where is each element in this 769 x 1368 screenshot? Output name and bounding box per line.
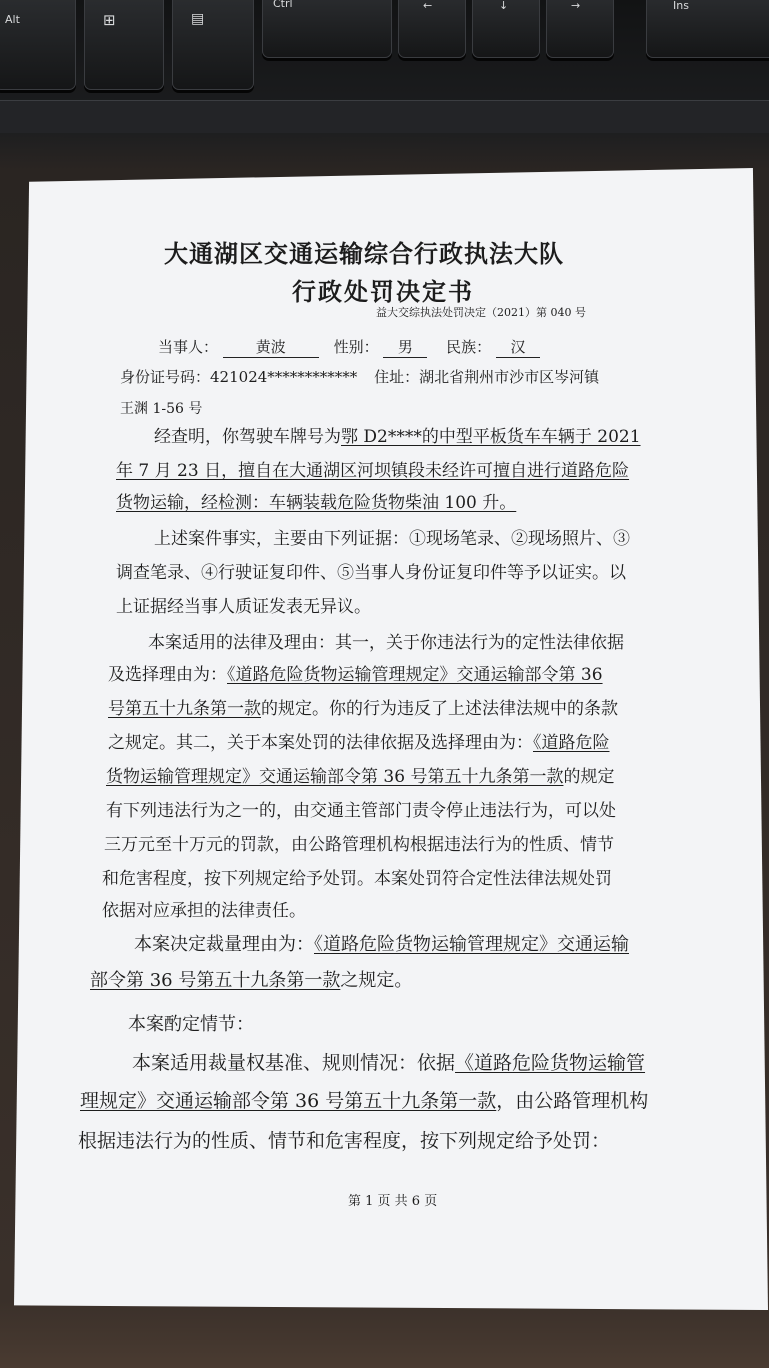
key-label: Alt	[5, 13, 20, 26]
legal-basis-line-4	[108, 728, 610, 753]
discretion-line-1	[134, 930, 629, 956]
legal-basis-line-5	[106, 762, 614, 787]
fact-line-1	[154, 422, 641, 447]
key-label: Ins	[673, 0, 689, 12]
id-address-row	[120, 366, 599, 387]
benchmark-line-3: 根据违法行为的性质、情节和危害程度，按下列规定给予处罚：	[78, 1130, 611, 1152]
key-ctrl	[262, 0, 392, 58]
party-info-row	[158, 336, 540, 358]
key-down-arrow	[472, 0, 540, 58]
gender-label: 性别：	[333, 338, 379, 356]
legal-basis-text: 之规定。其二，关于本案处罚的法律依据及选择理由为：	[108, 733, 533, 753]
legal-basis-line-8: 和危害程度，按下列规定给予处罚。本案处罚符合定性法律法规处罚	[102, 869, 612, 889]
key-left-arrow	[398, 0, 466, 58]
legal-basis-line-7: 三万元至十万元的罚款，由公路管理机构根据违法行为的性质、情节	[104, 835, 614, 855]
fact-line-2: 年 7 月 23 日，擅自在大通湖区河坝镇段未经许可擅自进行道路危险	[116, 461, 630, 481]
evidence-line-3: 上证据经当事人质证发表无异议。	[116, 597, 371, 617]
document-title: 行政处罚决定书	[292, 278, 474, 306]
address-value: 湖北省荆州市沙市区岑河镇	[419, 368, 600, 386]
keyboard-edge	[0, 100, 769, 133]
penalty-decision-document	[14, 168, 768, 1310]
legal-basis-line-1: 本案适用的法律及理由：其一，关于你违法行为的定性法律依据	[148, 633, 624, 653]
id-label: 身份证号码：	[120, 368, 211, 386]
keyboard	[0, 0, 769, 135]
key-menu	[172, 0, 254, 90]
regulation-article: 货物运输管理规定》交通运输部令第 36 号第五十九条第一款	[106, 767, 564, 787]
regulation-citation: 《道路危险货物运输管	[455, 1052, 646, 1074]
arrow-left-icon: ←	[423, 0, 433, 12]
evidence-line-2: 调查笔录、④行驶证复印件、⑤当事人身份证复印件等予以证实。以	[116, 563, 626, 583]
fact-underlined: 鄂 D2****的中型平板货车车辆于 2021	[341, 427, 641, 447]
id-number: 421024************	[210, 368, 358, 386]
document-number: 益大交综执法处罚决定（2021）第 040 号	[376, 306, 586, 319]
discretion-text: 本案决定裁量理由为：	[134, 934, 314, 955]
key-label: Ctrl	[273, 0, 293, 10]
legal-basis-line-2	[108, 660, 603, 685]
legal-basis-text: 的规定。你的行为违反了上述法律法规中的条款	[261, 699, 618, 719]
discretion-line-2	[90, 966, 412, 992]
fact-line-3: 货物运输，经检测：车辆装载危险货物柴油 100 升。	[116, 493, 517, 513]
regulation-citation: 《道路危险货物运输管理规定》交通运输	[314, 934, 629, 955]
address-label: 住址：	[374, 368, 420, 386]
fact-text: 经查明，你驾驶车牌号为	[154, 427, 341, 447]
ethnicity-value: 汉	[496, 336, 540, 358]
address-continued: 王渊 1-56 号	[120, 401, 203, 417]
regulation-article: 理规定》交通运输部令第 36 号第五十九条第一款	[80, 1090, 497, 1112]
legal-basis-line-6: 有下列违法行为之一的，由交通主管部门责令停止违法行为，可以处	[106, 801, 616, 821]
document-title-agency: 大通湖区交通运输综合行政执法大队	[164, 240, 564, 268]
arrow-down-icon: ↓	[499, 0, 509, 12]
party-label: 当事人：	[158, 338, 219, 356]
legal-basis-text: 的规定	[563, 767, 615, 787]
regulation-article: 号第五十九条第一款	[108, 699, 261, 719]
discretion-text: 之规定。	[340, 970, 413, 991]
key-ins	[646, 0, 769, 58]
benchmark-text: ，由公路管理机构	[496, 1090, 649, 1112]
legal-basis-line-9: 依据对应承担的法律责任。	[102, 901, 306, 921]
benchmark-text: 本案适用裁量权基准、规则情况：依据	[132, 1052, 456, 1074]
key-right-arrow	[546, 0, 614, 58]
regulation-citation: 《道路危险货物运输管理规定》交通运输部令第 36	[227, 665, 603, 685]
legal-basis-text: 及选择理由为：	[108, 665, 227, 685]
key-windows	[84, 0, 164, 90]
windows-icon: ⊞	[103, 11, 116, 29]
circumstances-heading: 本案酌定情节：	[128, 1014, 254, 1035]
benchmark-line-2	[80, 1086, 648, 1113]
arrow-right-icon: →	[571, 0, 581, 12]
key-alt	[0, 0, 76, 90]
ethnicity-label: 民族：	[446, 338, 492, 356]
benchmark-line-1	[132, 1048, 645, 1075]
evidence-line-1: 上述案件事实，主要由下列证据：①现场笔录、②现场照片、③	[154, 529, 630, 549]
page-footer: 第 1 页 共 6 页	[348, 1194, 438, 1209]
regulation-citation: 《道路危险	[533, 733, 610, 753]
gender-value: 男	[383, 336, 427, 358]
party-name: 黄波	[223, 336, 319, 358]
menu-icon: ▤	[191, 11, 205, 27]
legal-basis-line-3	[108, 694, 618, 719]
regulation-article: 部令第 36 号第五十九条第一款	[90, 970, 341, 991]
